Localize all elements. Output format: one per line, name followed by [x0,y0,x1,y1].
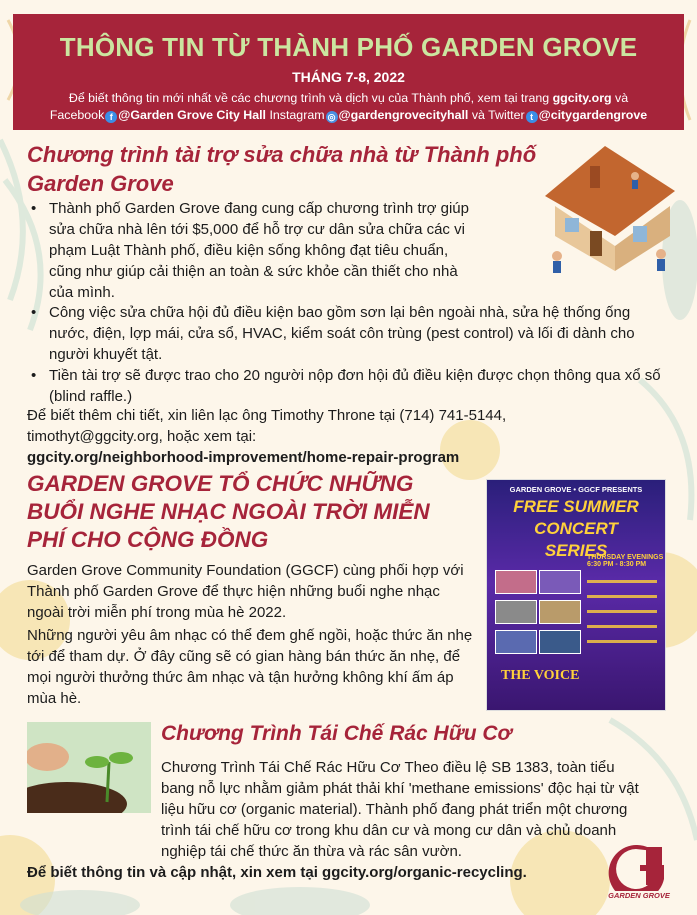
poster-top-text: GARDEN GROVE • GGCF PRESENTS [509,485,643,494]
band-photo [539,570,581,594]
poster-schedule-line [587,595,657,598]
concert-para-2: Những người yêu âm nhạc có thể đem ghế ngồi, hoặc thức ăn nhẹ tới để tham dự. Ở đây cũng sẽ có gian hàng bán thức ăn nhẹ, để mọi người thưởng thức âm nhạc và tận hưởng không khí ấm áp mùa hè. [27,627,473,707]
page-title: THÔNG TIN TỪ THÀNH PHỐ GARDEN GROVE [59,32,638,62]
home-repair-bullets-wide [27,302,667,407]
home-repair-url[interactable]: ggcity.org/neighborhood-improvement/home-repair-program [27,449,460,466]
band-photo [495,630,537,654]
site-link[interactable]: ggcity.org [552,91,612,105]
facebook-handle[interactable]: @Garden Grove City Hall [118,108,266,122]
header-intro [13,90,684,124]
organic-recycling-title: Chương Trình Tái Chế Rác Hữu Cơ [161,722,512,745]
poster-headline-3: SERIES [544,541,608,560]
issue-date: THÁNG 7-8, 2022 [292,69,405,85]
home-repair-contact: Để biết thêm chi tiết, xin liên lạc ông Timothy Throne tại (714) 741-5144, timothyt@ggcity.org, hoặc xem tại: [27,407,507,445]
band-photo [539,630,581,654]
poster-thursday: THURSDAY EVENINGS 6:30 PM - 8:30 PM [587,554,664,568]
list-item: • Tiền tài trợ sẽ được trao cho 20 người nộp đơn hội đủ điều kiện được chọn thông qua xổ số (blind raffle.) [27,365,667,407]
poster-headline-1: FREE SUMMER [513,497,639,516]
concert-para-1: Garden Grove Community Foundation (GGCF) cùng phối hợp với Thành phố Garden Grove để thực hiện những buổi nghe nhạc ngoài trời miễn phí trong mùa hè 2022. [27,562,464,621]
instagram-handle[interactable]: @gardengrovecityhall [338,108,469,122]
logo-text: GARDEN GROVE [608,891,670,900]
band-photo [539,600,581,624]
facebook-label: Facebook [49,108,105,122]
band-photo [495,570,537,594]
garden-grove-logo [606,843,668,891]
concert-title: GARDEN GROVE TỔ CHỨC NHỮNG BUỔI NGHE NHẠC NGOÀI TRỜI MIỄN PHÍ CHO CỘNG ĐỒNG [27,471,430,552]
intro-text-2: và [611,91,629,105]
concert-poster [486,479,666,711]
list-item: • Thành phố Garden Grove đang cung cấp chương trình trợ giúp sửa chữa nhà lên tới $5,000 để hỗ trợ cư dân sửa chữa các vi phạm Luật Thành phố, điều kiện sống không đạt tiêu chuẩn, cũng như giúp cải thiện an toàn & sức khỏe cần thiết cho nhà của mình. [27,198,482,303]
poster-schedule-line [587,625,657,628]
organic-recycling-footer[interactable]: Để biết thông tin và cập nhật, xin xem tại ggcity.org/organic-recycling. [27,864,527,881]
intro-text: Để biết thông tin mới nhất về các chương trình và dịch vụ của Thành phố, xem tại trang [68,91,553,105]
organic-recycling-para [27,757,647,862]
twitter-label: và Twitter [468,108,525,122]
poster-headline-2: CONCERT [534,519,618,538]
poster-voice: THE VOICE [501,668,580,683]
instagram-icon: ◎ [326,111,338,123]
poster-schedule-line [587,610,657,613]
organic-recycling-text: Chương Trình Tái Chế Rác Hữu Cơ Theo điều lệ SB 1383, toàn tiểu bang nỗ lực nhằm giảm phát thải khí 'methane emissions' độc hại từ vật liệu hữu cơ (organic material). Thành phố đang phát triển một chương trình tái chế hữu cơ trong khu dân cư và mong cư dân và chủ doanh nghiệp tái chế thức ăn thừa và rác sân vườn. [161,759,639,860]
list-item: • Công việc sửa chữa hội đủ điều kiện bao gồm sơn lại bên ngoài nhà, sửa hệ thống ống nước, điện, lợp mái, cửa sổ, HVAC, kiểm soát côn trùng (pest control) và lối đi dành cho người khuyết tật. [27,302,667,365]
facebook-icon: f [105,111,117,123]
home-repair-bullets [27,198,482,303]
house-repair-illustration [535,136,685,276]
instagram-label: Instagram [266,108,325,122]
header-banner [13,14,684,130]
band-photo [495,600,537,624]
twitter-handle[interactable]: @citygardengrove [538,108,648,122]
poster-schedule-line [587,640,657,643]
twitter-icon: t [526,111,538,123]
poster-schedule-line [587,580,657,583]
home-repair-title: Chương trình tài trợ sửa chữa nhà từ Thành phố Garden Grove [27,142,537,196]
